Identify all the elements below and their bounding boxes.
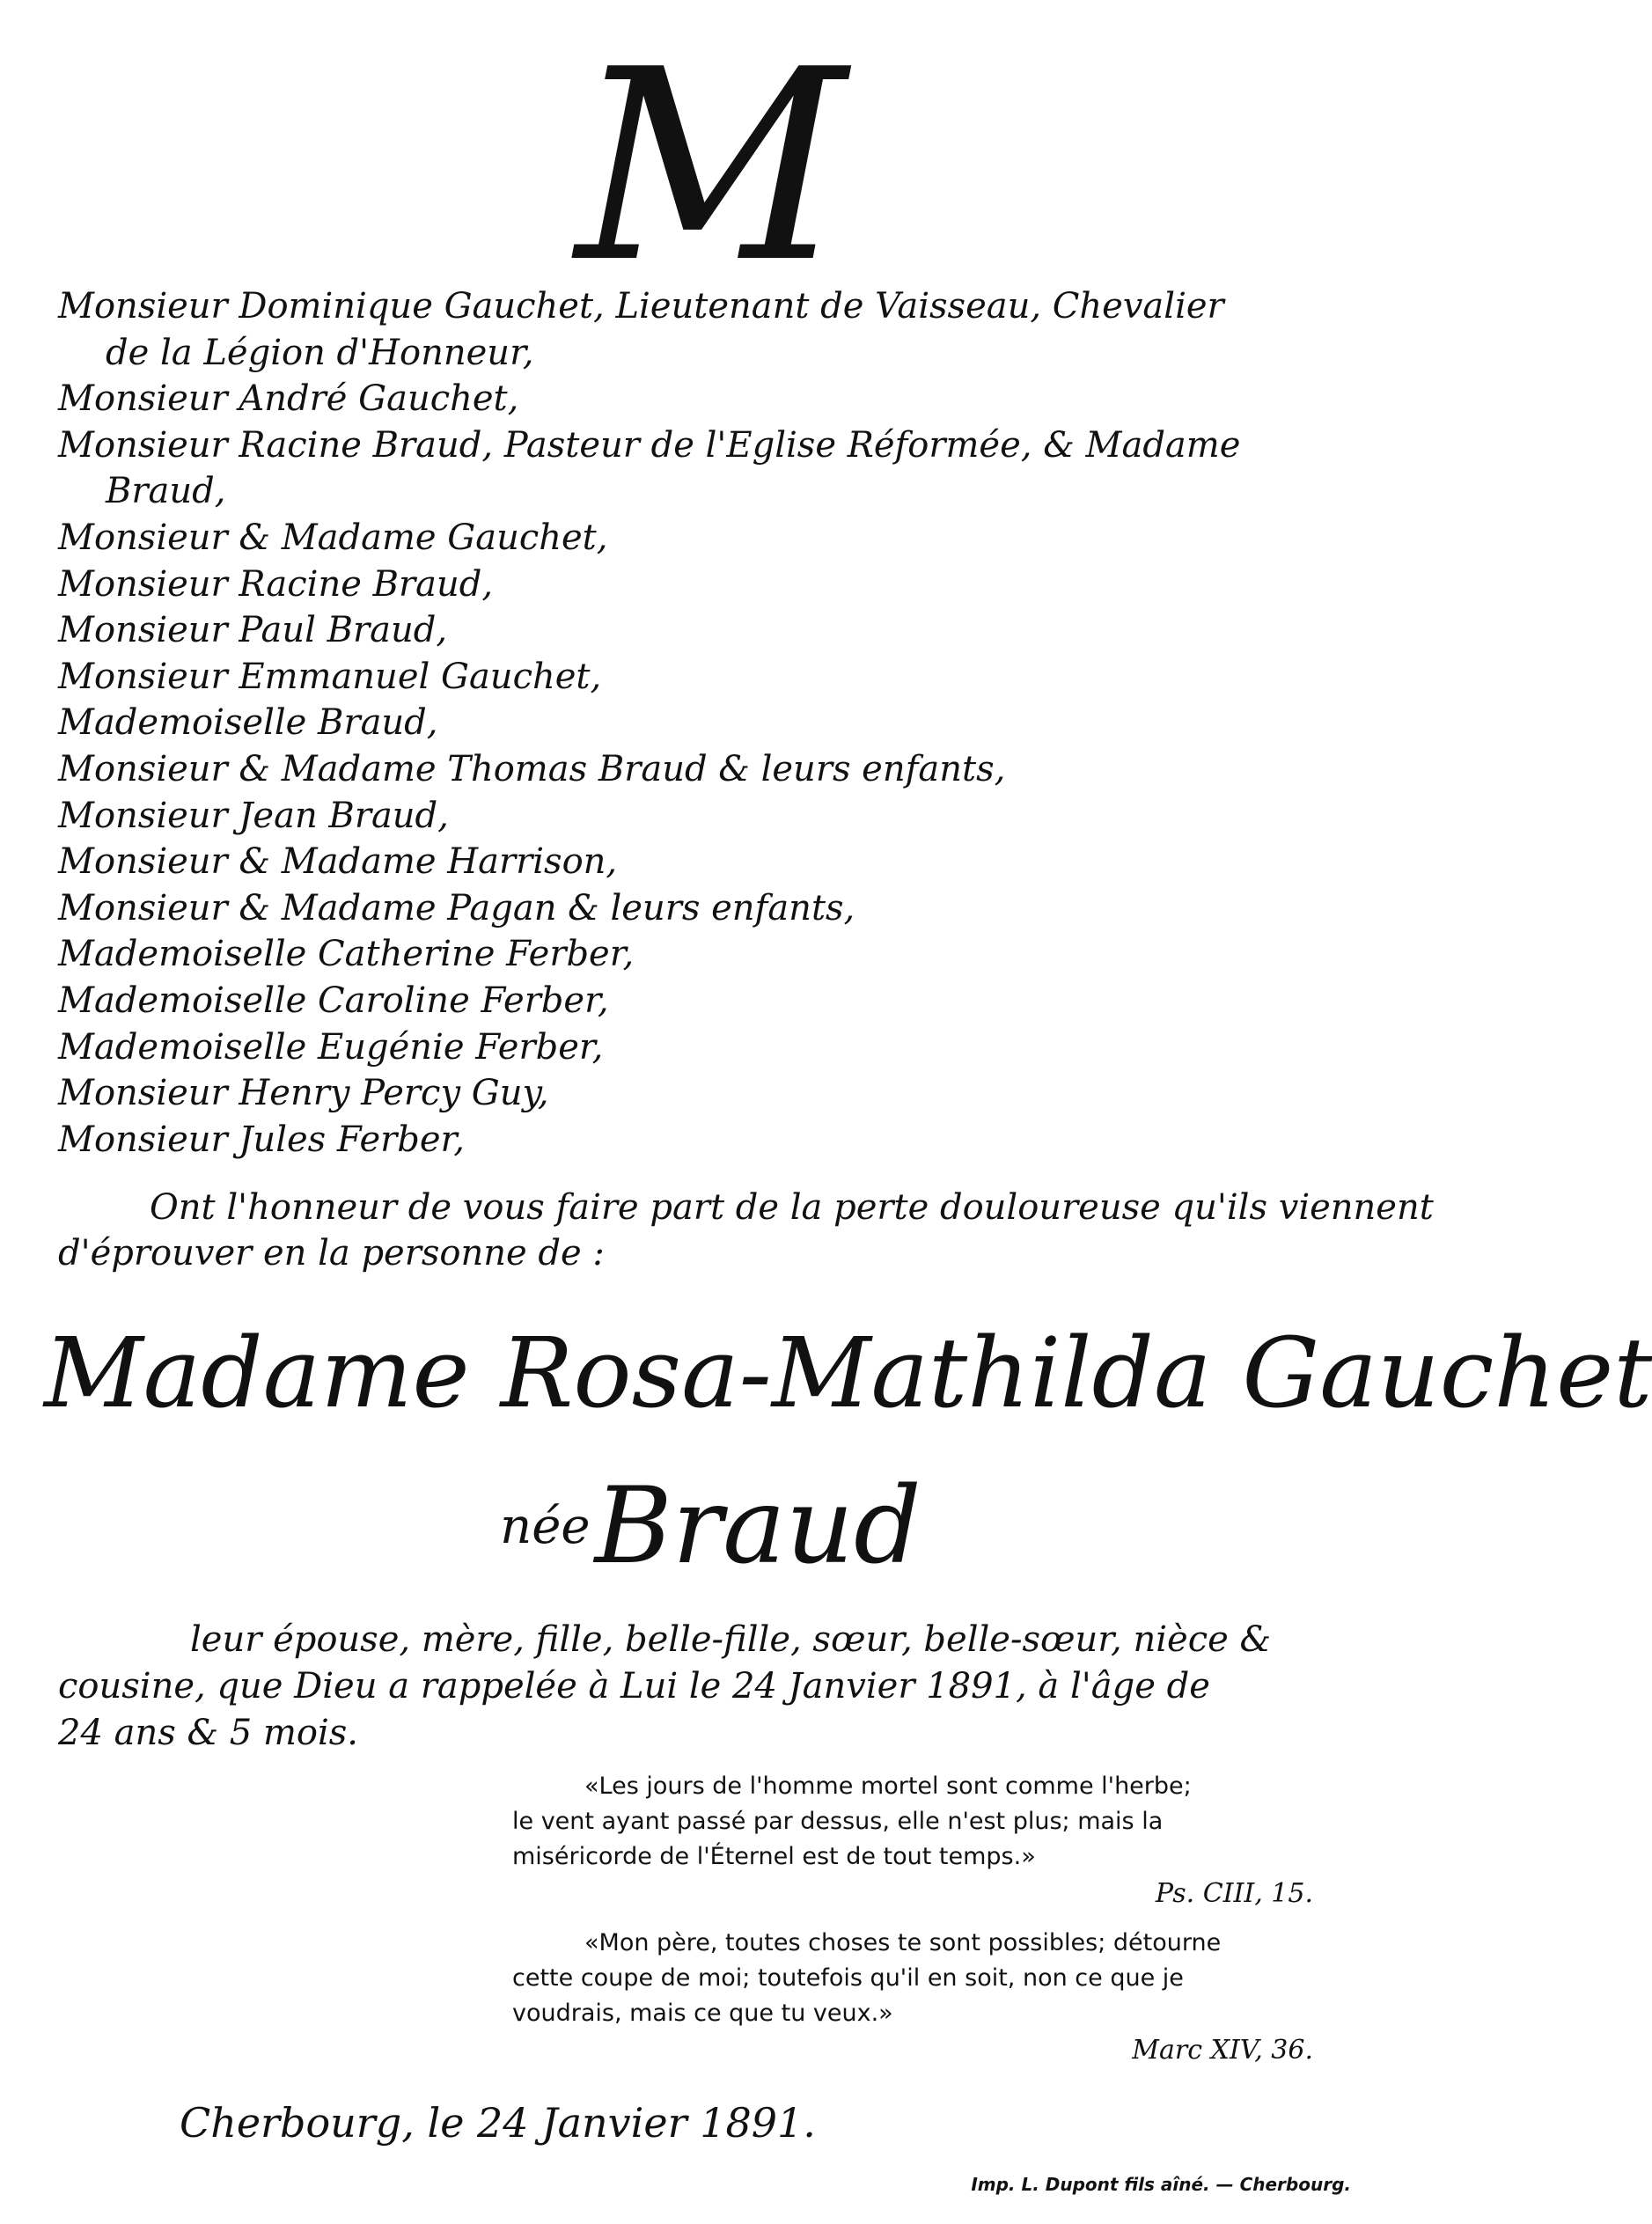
quote-reference: Marc XIV, 36. <box>1132 2035 1313 2066</box>
name-line: Braud, <box>106 471 226 512</box>
quote-line: voudrais, mais ce que tu veux.» <box>512 2000 893 2027</box>
name-line: Monsieur Henry Percy Guy, <box>58 1073 549 1114</box>
scripture-quote <box>512 1926 1392 2070</box>
family-names-list <box>58 283 1378 1163</box>
relation-line: cousine, que Dieu a rappelée à Lui le 24 Janvier 1891, à l'âge de <box>58 1666 1210 1707</box>
maiden-name: Braud <box>594 1465 921 1588</box>
name-line: Mademoiselle Caroline Ferber, <box>58 980 609 1021</box>
name-line: Monsieur Dominique Gauchet, Lieutenant de Vaisseau, Chevalier <box>58 286 1224 327</box>
scripture-quote <box>512 1769 1392 1913</box>
relation-line: 24 ans & 5 mois. <box>58 1713 358 1753</box>
place-and-date: Cherbourg, le 24 Janvier 1891. <box>180 2099 816 2147</box>
relation-text <box>58 1617 1378 1757</box>
name-line: Monsieur Emmanuel Gauchet, <box>58 656 602 697</box>
name-line: Monsieur & Madame Gauchet, <box>58 517 608 558</box>
name-line: Mademoiselle Braud, <box>58 702 438 744</box>
announcement-text <box>58 1185 1434 1276</box>
name-line: Mademoiselle Eugénie Ferber, <box>58 1026 604 1068</box>
name-line: de la Légion d'Honneur, <box>106 332 534 373</box>
name-line: Monsieur Jules Ferber, <box>58 1119 465 1160</box>
name-line: Monsieur Paul Braud, <box>58 610 448 651</box>
name-line: Monsieur & Madame Thomas Braud & leurs enfants, <box>58 748 1006 789</box>
maiden-name-line <box>0 1465 1421 1588</box>
relation-line: leur épouse, mère, fille, belle-fille, sœur, belle-sœur, nièce & <box>190 1619 1272 1660</box>
quote-line: le vent ayant passé par dessus, elle n'est plus; mais la <box>512 1808 1164 1835</box>
announcement-line: Ont l'honneur de vous faire part de la perte douloureuse qu'ils viennent <box>150 1187 1434 1228</box>
nee-label: née <box>500 1498 591 1555</box>
quote-reference: Ps. CIII, 15. <box>1155 1878 1313 1909</box>
printer-credit: Imp. L. Dupont fils aîné. — Cherbourg. <box>971 2174 1351 2195</box>
name-line: Monsieur Racine Braud, <box>58 563 494 605</box>
quote-line: cette coupe de moi; toutefois qu'il en soit, non ce que je <box>512 1964 1184 1992</box>
name-line: Monsieur Jean Braud, <box>58 795 449 836</box>
quote-line: «Mon père, toutes choses te sont possibles; détourne <box>584 1929 1222 1956</box>
quote-line: miséricorde de l'Éternel est de tout temps.» <box>512 1843 1036 1870</box>
name-line: Monsieur André Gauchet, <box>58 378 519 420</box>
name-line: Monsieur & Madame Pagan & leurs enfants, <box>58 887 855 929</box>
name-line: Monsieur & Madame Harrison, <box>58 841 618 883</box>
monogram: M <box>575 13 847 320</box>
announcement-line: d'éprouver en la personne de : <box>58 1233 605 1273</box>
deceased-name: Madame Rosa-Mathilda Gauchet <box>44 1317 1652 1429</box>
name-line: Monsieur Racine Braud, Pasteur de l'Eglise Réformée, & Madame <box>58 424 1241 466</box>
name-line: Mademoiselle Catherine Ferber, <box>58 934 635 975</box>
quote-line: «Les jours de l'homme mortel sont comme l'herbe; <box>584 1773 1192 1800</box>
